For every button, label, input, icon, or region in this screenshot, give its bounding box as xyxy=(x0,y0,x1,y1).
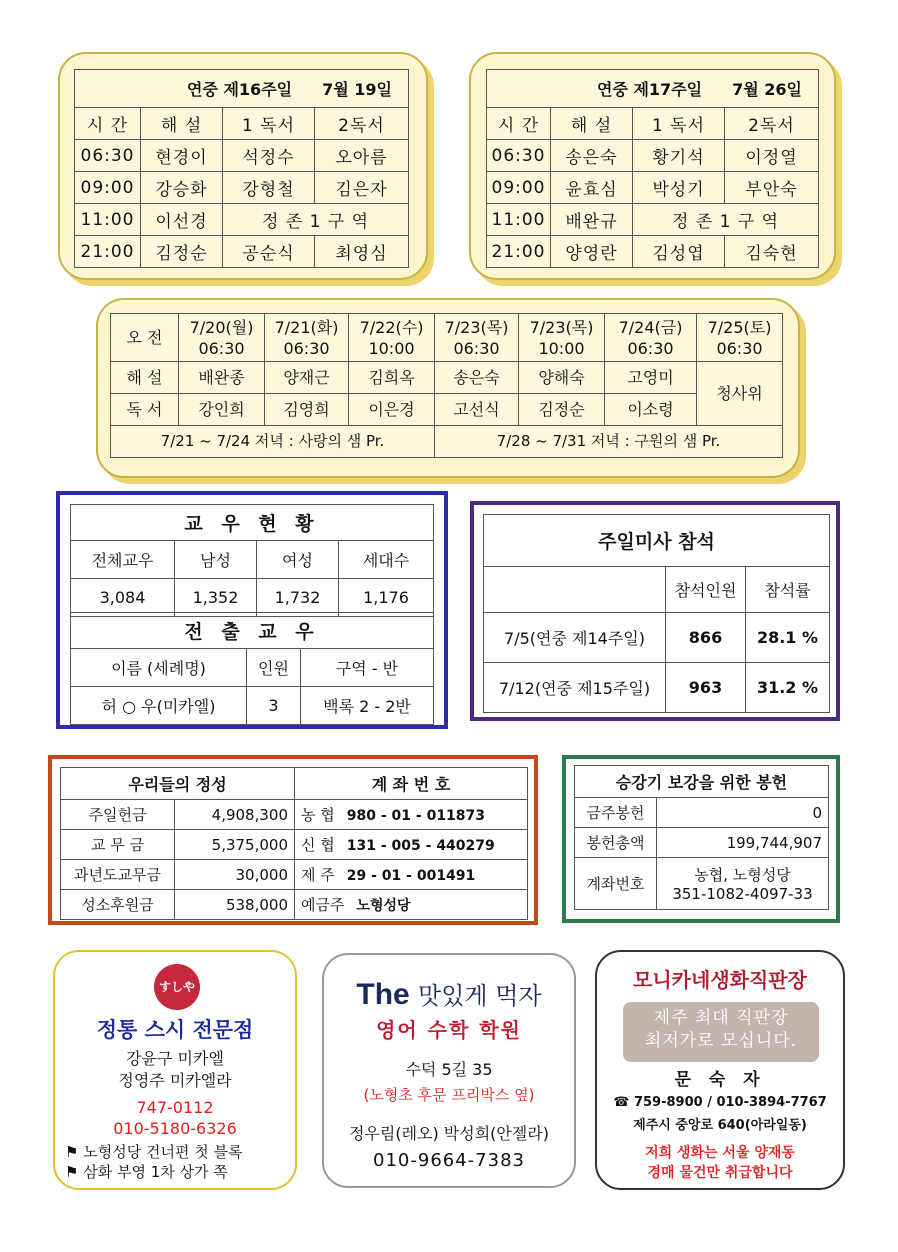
ad-monica xyxy=(595,950,845,1190)
weekday-date: 7/20(월) 06:30 xyxy=(179,314,265,362)
sunday16-title: 연중 제16주일 7월 19일 xyxy=(75,70,409,108)
weekday-date: 7/25(토) 06:30 xyxy=(697,314,783,362)
table-row: 성소후원금 538,000 예금주 노형성당 xyxy=(61,890,528,920)
table-row: 3,084 1,352 1,732 1,176 xyxy=(71,579,434,617)
sushi-name: 정통 스시 전문점 xyxy=(96,1018,254,1042)
academy-brand: The 맛있게 먹자 xyxy=(356,978,542,1011)
table-row: 허 ○ 우(미카엘) 3 백록 2 - 2반 xyxy=(71,687,434,725)
monica-note-2: 경매 물건만 취급합니다 xyxy=(647,1165,793,1181)
table-row: 독 서 강인희 김영희 이은경 고선식 김정순 이소령 xyxy=(111,394,783,426)
weekday-date: 7/21(화) 06:30 xyxy=(265,314,349,362)
elevator-table xyxy=(574,765,829,910)
academy-owner: 정우림(레오) 박성희(안젤라) xyxy=(348,1124,550,1143)
label-morning: 오 전 xyxy=(111,314,179,362)
monica-address: 제주시 중앙로 640(아라일동) xyxy=(633,1118,807,1133)
sushi-phone-1: 747-0112 xyxy=(136,1098,214,1117)
monica-banner: 제주 최대 직판장 최저가로 모십니다. xyxy=(623,1002,819,1062)
sunday16-table xyxy=(74,69,409,268)
attendance-title: 주일미사 참석 xyxy=(484,515,830,567)
table-row: 교 무 금 5,375,000 신 협 131 - 005 - 440279 xyxy=(61,830,528,860)
table-row: 주일헌금 4,908,300 농 협 980 - 01 - 011873 xyxy=(61,800,528,830)
col-reading1: 1 독서 xyxy=(633,108,725,140)
table-row: 해 설 배완종 양재근 김희옥 송은숙 양해숙 고영미 청사위 xyxy=(111,362,783,394)
account-title: 계 좌 번 호 xyxy=(295,768,528,800)
flag-icon: ⚑ xyxy=(65,1163,79,1181)
ad-academy xyxy=(322,953,576,1188)
academy-phone: 010-9664-7383 xyxy=(373,1150,525,1171)
col-time: 시 간 xyxy=(487,108,551,140)
table-row: 06:30 현경이 석정수 오아름 xyxy=(75,140,409,172)
monica-note-1: 저희 생화는 서울 양재동 xyxy=(645,1145,795,1161)
flag-icon: ⚑ xyxy=(65,1143,79,1161)
col-reading2: 2독서 xyxy=(315,108,409,140)
monica-name: 모니카네생화직판장 xyxy=(633,968,807,992)
elevator-title: 승강기 보강을 위한 봉헌 xyxy=(575,766,829,798)
col-commentary: 해 설 xyxy=(551,108,633,140)
weekday-table xyxy=(110,313,783,458)
table-row: 06:30 송은숙 황기석 이정열 xyxy=(487,140,819,172)
weekday-date: 7/23(목) 06:30 xyxy=(435,314,519,362)
weekday-date: 7/22(수) 10:00 xyxy=(349,314,435,362)
table-row: 21:00 김정순 공순식 최영심 xyxy=(75,236,409,268)
weekday-date: 7/24(금) 06:30 xyxy=(605,314,697,362)
weekday-date: 7/23(목) 10:00 xyxy=(519,314,605,362)
table-row: 21:00 양영란 김성엽 김숙현 xyxy=(487,236,819,268)
sunday17-table xyxy=(486,69,819,268)
parish-table: 교 우 현 황 전체교우 남성 여성 세대수 3,084 1,352 1,732 1,176 xyxy=(70,504,434,617)
prayer-note-2: 7/28 ~ 7/31 저녁 : 구원의 샘 Pr. xyxy=(435,426,783,458)
parish-title: 교 우 현 황 xyxy=(71,505,434,541)
moved-out-title: 전 출 교 우 xyxy=(71,613,434,649)
col-reading2: 2독서 xyxy=(725,108,819,140)
table-row: 과년도교무금 30,000 제 주 29 - 01 - 001491 xyxy=(61,860,528,890)
table-row: 11:00 이선경 정 존 1 구 역 xyxy=(75,204,409,236)
table-row: 봉헌총액 199,744,907 xyxy=(575,828,829,858)
col-time: 시 간 xyxy=(75,108,141,140)
academy-subject: 영어 수학 학원 xyxy=(376,1018,522,1042)
monica-phone: ☎ 759-8900 / 010-3894-7767 xyxy=(613,1095,827,1110)
offering-title: 우리들의 정성 xyxy=(61,768,295,800)
table-row: 7/12(연중 제15주일) 963 31.2 % xyxy=(484,663,830,713)
offering-table xyxy=(60,767,528,920)
prayer-note-1: 7/21 ~ 7/24 저녁 : 사랑의 샘 Pr. xyxy=(111,426,435,458)
academy-address-note: (노형초 후문 프리박스 옆) xyxy=(363,1086,535,1104)
table-row: 계좌번호 농협, 노형성당 351-1082-4097-33 xyxy=(575,858,829,910)
sushi-logo: すしや xyxy=(154,964,200,1010)
sushi-location-2: ⚑ 삼화 부영 1차 상가 쪽 xyxy=(65,1163,228,1181)
sunday17-title: 연중 제17주일 7월 26일 xyxy=(487,70,819,108)
table-row: 7/5(연중 제14주일) 866 28.1 % xyxy=(484,613,830,663)
table-row: 09:00 강승화 강형철 김은자 xyxy=(75,172,409,204)
table-row: 09:00 윤효심 박성기 부안숙 xyxy=(487,172,819,204)
sushi-phone-2: 010-5180-6326 xyxy=(113,1119,237,1138)
col-reading1: 1 독서 xyxy=(223,108,315,140)
sushi-owner-2: 정영주 미카엘라 xyxy=(118,1071,232,1090)
saturday-note: 청사위 xyxy=(697,362,783,426)
academy-address: 수덕 5길 35 xyxy=(405,1060,493,1079)
moved-out-table: 전 출 교 우 이름 (세례명) 인원 구역 - 반 허 ○ 우(미카엘) 3 백록 2 - 2반 xyxy=(70,612,434,725)
ad-sushi xyxy=(53,950,297,1190)
table-row: 금주봉헌 0 xyxy=(575,798,829,828)
col-commentary: 해 설 xyxy=(141,108,223,140)
attendance-table: 주일미사 참석 참석인원 참석률 7/5(연중 제14주일) 866 28.1 % 7/12(연중 제15주일) 963 31.2 % xyxy=(483,514,830,713)
sushi-location-1: ⚑ 노형성당 건너편 첫 블록 xyxy=(65,1143,243,1161)
sushi-owner-1: 강윤구 미카엘 xyxy=(126,1049,224,1068)
monica-contact-name: 문 숙 자 xyxy=(674,1070,766,1090)
table-row: 11:00 배완규 정 존 1 구 역 xyxy=(487,204,819,236)
